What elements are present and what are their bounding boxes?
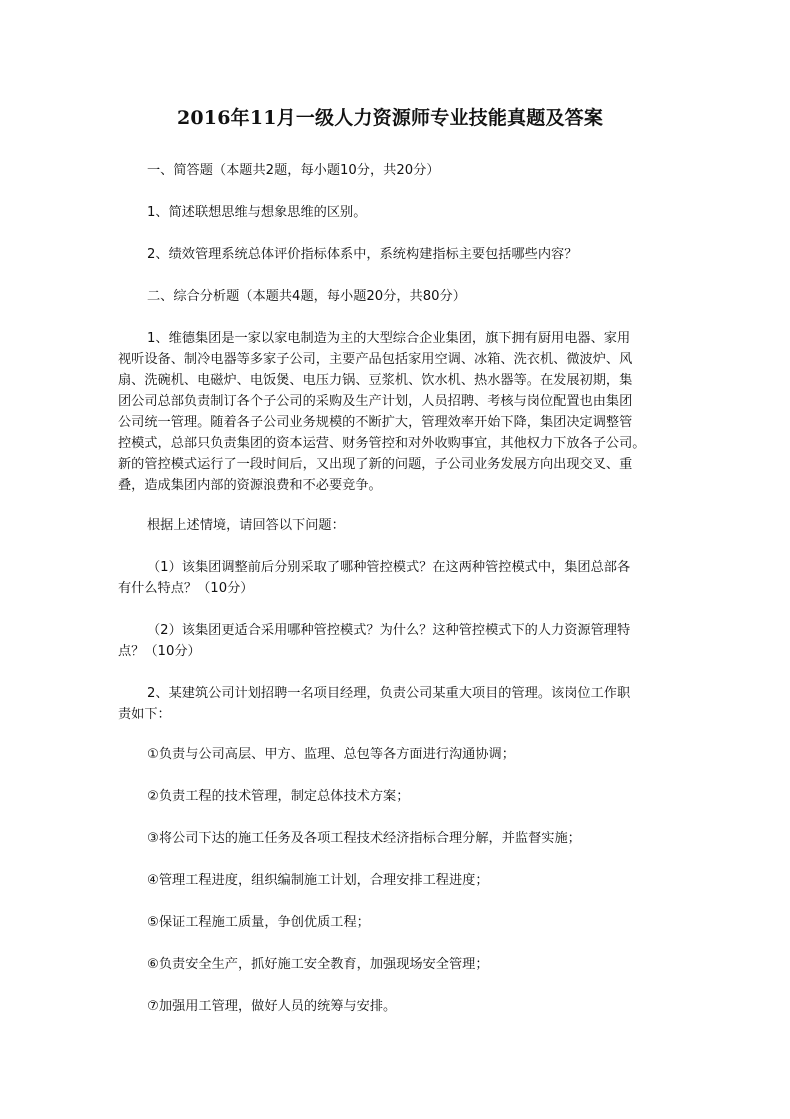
case1-line: 控模式，总部只负责集团的资本运营、财务管控和对外收购事宜，其他权力下放各子公司。 <box>118 436 646 451</box>
duty-item: ①负责与公司高层、甲方、监理、总包等各方面进行沟通协调； <box>147 747 515 762</box>
question-2: 2、绩效管理系统总体评价指标体系中，系统构建指标主要包括哪些内容？ <box>147 247 578 262</box>
duty-item: ⑤保证工程施工质量，争创优质工程； <box>147 915 370 930</box>
duty-item: ④管理工程进度，组织编制施工计划，合理安排工程进度； <box>147 873 489 888</box>
document-title: 2016年11月一级人力资源师专业技能真题及答案 <box>176 107 604 129</box>
case1-line: 视听设备、制冷电器等多家子公司，主要产品包括家用空调、冰箱、洗衣机、微波炉、风 <box>118 352 633 367</box>
subquestion-line: 有什么特点？（10分） <box>118 581 254 596</box>
case1-prompt: 根据上述情境，请回答以下问题： <box>147 518 345 533</box>
case1-line: 公司统一管理。随着各子公司业务规模的不断扩大，管理效率开始下降，集团决定调整管 <box>118 415 633 430</box>
subquestion-line: （2）该集团更适合采用哪种管控模式？为什么？这种管控模式下的人力资源管理特 <box>147 623 631 638</box>
section2-heading: 二、综合分析题（本题共4题，每小题20分，共80分） <box>147 289 466 304</box>
duty-item: ②负责工程的技术管理，制定总体技术方案； <box>147 789 410 804</box>
duty-item: ③将公司下达的施工任务及各项工程技术经济指标合理分解，并监督实施； <box>147 831 581 846</box>
case2-line: 责如下： <box>118 707 171 722</box>
subquestion-line: 点？（10分） <box>118 644 201 659</box>
duty-item: ⑦加强用工管理，做好人员的统筹与安排。 <box>147 999 397 1014</box>
case1-line: 扇、洗碗机、电磁炉、电饭煲、电压力锅、豆浆机、饮水机、热水器等。在发展初期，集 <box>118 373 633 388</box>
case1-paragraph <box>118 328 678 496</box>
case2-line: 2、某建筑公司计划招聘一名项目经理，负责公司某重大项目的管理。该岗位工作职 <box>147 686 631 701</box>
question-1: 1、简述联想思维与想象思维的区别。 <box>147 205 367 220</box>
duty-item: ⑥负责安全生产，抓好施工安全教育，加强现场安全管理； <box>147 957 489 972</box>
section1-heading: 一、简答题（本题共2题，每小题10分，共20分） <box>147 163 440 178</box>
case1-line: 1、维德集团是一家以家电制造为主的大型综合企业集团，旗下拥有厨用电器、家用 <box>147 331 631 346</box>
case2-paragraph <box>118 683 678 725</box>
case1-line: 新的管控模式运行了一段时间后，又出现了新的问题，子公司业务发展方向出现交叉、重 <box>118 457 633 472</box>
case1-subquestion-1 <box>118 557 678 599</box>
subquestion-line: （1）该集团调整前后分别采取了哪种管控模式？在这两种管控模式中，集团总部各 <box>147 560 631 575</box>
case1-subquestion-2 <box>118 620 678 662</box>
case1-line: 团公司总部负责制订各个子公司的采购及生产计划，人员招聘、考核与岗位配置也由集团 <box>118 394 633 409</box>
case1-line: 叠，造成集团内部的资源浪费和不必要竞争。 <box>118 478 382 493</box>
